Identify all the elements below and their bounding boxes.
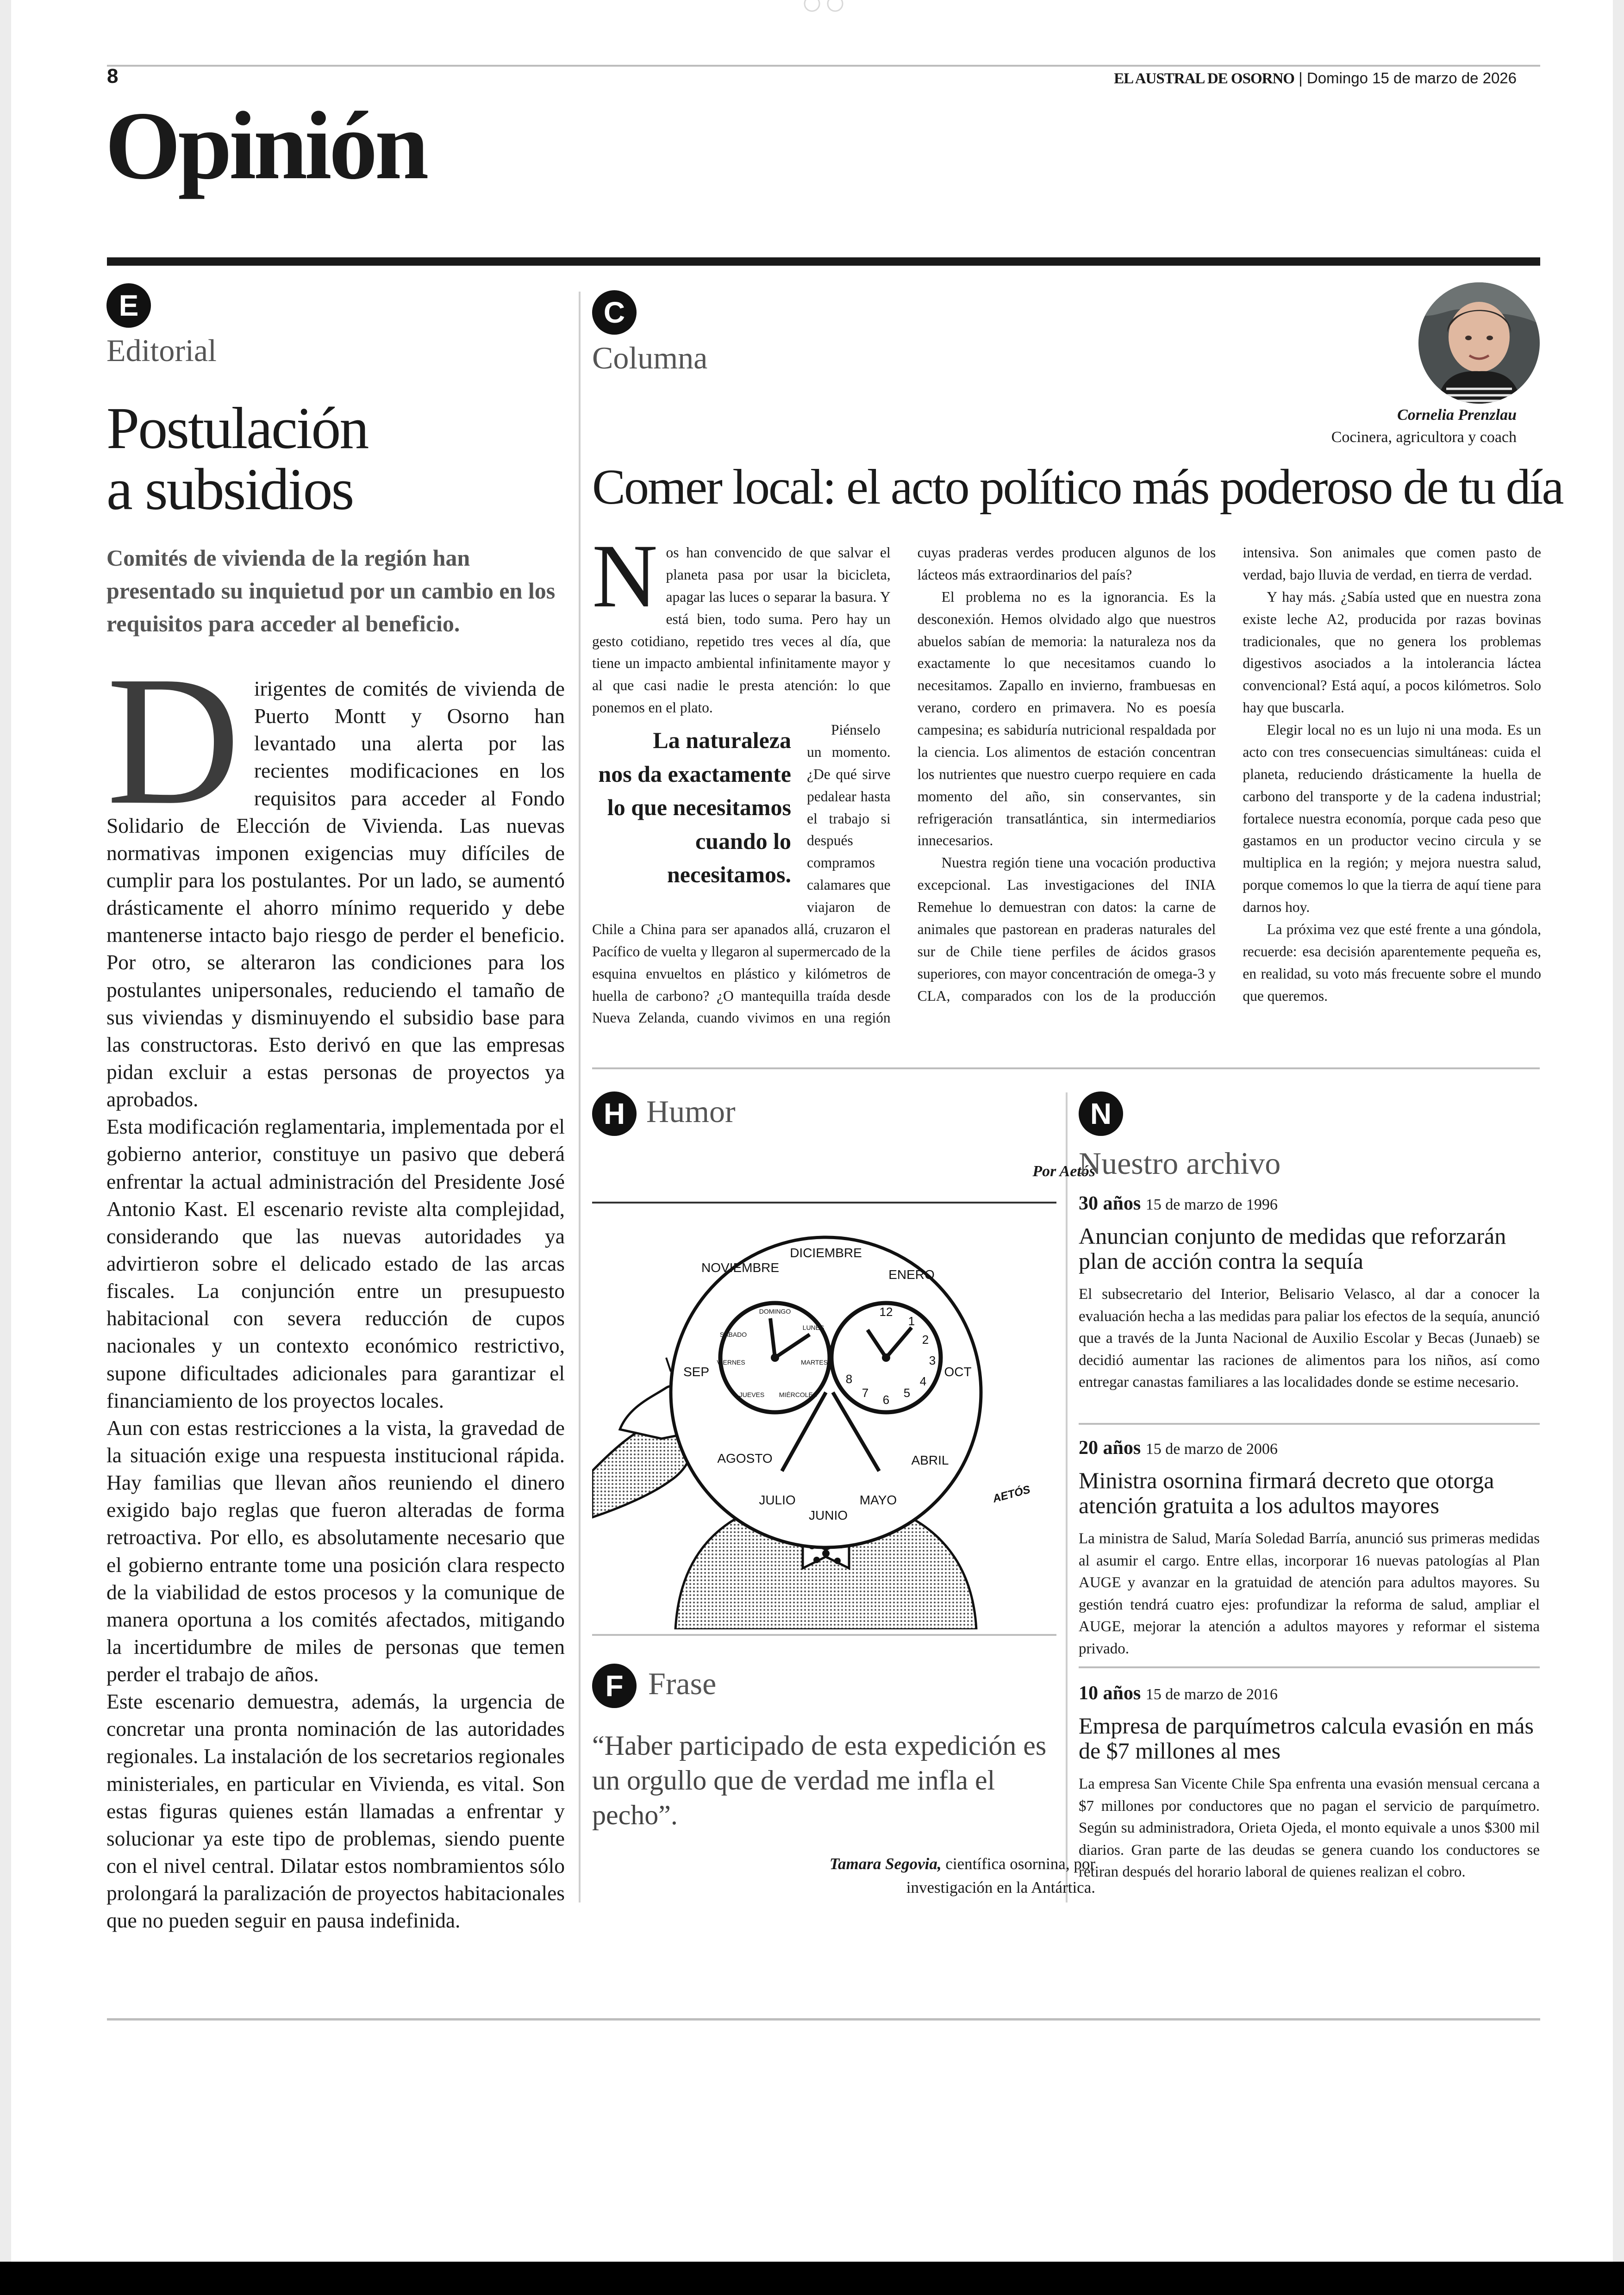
editorial-paragraph: irigentes de comités de vivienda de Puerto Montt y Osorno han levantado una alerta por las recientes modificaciones en los requisitos para acceder al Fondo Solidario de Elección de Vivienda. Las nuevas normativas imponen exigencias muy difíciles de cumplir para los postulantes. Por un lado, se aumentó drásticamente el ahorro mínimo requerido y debe mantenerse intacto bajo riesgo de perder el beneficio. Por otro, se alteraron las condiciones para los postulantes unipersonales, reduciendo el tamaño de sus viviendas y disminuyendo el subsidio base para las constructoras. Esto derivó en que las empresas pidan excluir a estas personas de proyectos ya aprobados. xyxy=(106,677,565,1111)
cartoon-label: 3 xyxy=(929,1353,936,1367)
cartoon-label: 8 xyxy=(845,1372,853,1386)
section-title: Opinión xyxy=(105,92,426,200)
column-paragraph: Elegir local no es un lujo ni una moda. Es un acto con tres consecuencias simultáneas: cuida el planeta, reduciendo drásticamente la huella de carbono del transporte y de la cadena industrial; fortalece nuestra economía, porque cada peso que gastamos en un productor vecino circula y se multiplica en la región; y mejora nuestra salud, porque comemos lo que la tierra de aquí tiene para darnos hoy. xyxy=(1243,722,1541,915)
archive-item-years: 30 años xyxy=(1079,1193,1141,1214)
cartoon-label: JULIO xyxy=(759,1493,796,1507)
cartoon-label: VIERNES xyxy=(717,1359,745,1366)
editorial-paragraph: Aun con estas restricciones a la vista, la gravedad de la situación exige una respuesta institucional rápida. Hay familias que llevan años reuniendo el dinero exigido bajo reglas que fueron alteradas de forma retroactiva. Por ello, es absolutamente necesario que el gobierno entrante tome una posición clara respecto de la viabilidad de estos procesos y la comunique de manera oportuna a los comités afectados, mitigando la incertidumbre de miles de personas que temen perder el trabajo de años. xyxy=(106,1416,565,1686)
column-paragraph: La próxima vez que esté frente a una góndola, recuerde: esa decisión aparentemente pequeña es, en realidad, su voto más frecuente sobre el mundo que queremos. xyxy=(1243,921,1541,1004)
cartoon-label: AGOSTO xyxy=(717,1451,773,1466)
cartoon-label: 5 xyxy=(903,1386,911,1400)
frase-quote: “Haber participado de esta expedición es un orgullo que de verdad me infla el pecho”. xyxy=(592,1730,1047,1830)
editorial-paragraph: Este escenario demuestra, además, la urgencia de concretar una pronta nominación de las autoridades regionales. La instalación de los secretarios regionales ministeriales, en particular en Vivienda, es vital. Son estas figuras quienes están llamadas a enfrentar y solucionar ya este tipo de problemas, siendo puente con el nivel central. Dilatar estos nombramientos sólo prolongará la paralización de proyectos habitacionales que no pueden seguir en pausa indefinida. xyxy=(106,1690,565,1933)
archive-rule xyxy=(1079,1423,1540,1425)
humor-cartoon xyxy=(592,1212,1056,1629)
archive-rule xyxy=(1079,1666,1540,1668)
cartoon-label: MARTES xyxy=(800,1359,828,1366)
cartoon-label: JUEVES xyxy=(739,1391,765,1398)
editorial-badge: E xyxy=(106,283,151,328)
archive-item-years: 10 años xyxy=(1079,1683,1141,1704)
archive-item-fulldate: 15 de marzo de 2006 xyxy=(1145,1441,1278,1458)
cartoon-label: MIÉRCOLES xyxy=(779,1391,818,1398)
cartoon-label: 6 xyxy=(882,1393,890,1407)
editorial-title xyxy=(106,395,368,522)
page-number: 8 xyxy=(107,65,119,87)
frase-kicker: Frase xyxy=(648,1666,717,1701)
column-paragraph: Y hay más. ¿Sabía usted que en nuestra zona existe leche A2, producida por razas bovinas tradicionales, que no genera los problemas digestivos asociados a la intolerancia láctea convencional? Está aquí, a pocos kilómetros. Solo hay que buscarla. xyxy=(1243,588,1541,716)
frase-attribution-name: Tamara Segovia, xyxy=(829,1855,942,1873)
frase-badge: F xyxy=(592,1664,637,1708)
archive-item-headline: Empresa de parquímetros calcula evasión en más de $7 millones al mes xyxy=(1079,1713,1534,1764)
archive-item-headline: Anuncian conjunto de medidas que reforzarán plan de acción contra la sequía xyxy=(1079,1223,1506,1274)
humor-byline: Por Aetós xyxy=(1032,1163,1095,1180)
author-photo xyxy=(1418,282,1540,404)
cartoon-label: SEP xyxy=(683,1365,710,1379)
cartoon-label: ABRIL xyxy=(911,1453,949,1467)
humor-bottom-rule xyxy=(592,1634,1056,1636)
archive-item-years: 20 años xyxy=(1079,1437,1141,1459)
column-badge: C xyxy=(592,290,637,335)
cartoon-label: 2 xyxy=(922,1333,929,1347)
author-role: Cocinera, agricultora y coach xyxy=(1331,429,1517,446)
column-body xyxy=(592,526,1541,1029)
archive-item-date xyxy=(1079,1682,1540,1704)
humor-badge: H xyxy=(592,1091,637,1136)
header-top-rule xyxy=(107,65,1540,67)
editorial-lead: Comités de vivienda de la región han presentado su inquietud por un cambio en los requisitos para acceder al beneficio. xyxy=(106,545,556,636)
cartoon-label: JUNIO xyxy=(809,1508,848,1522)
archive-item xyxy=(1079,1192,1540,1394)
cartoon-label: SÁBADO xyxy=(719,1331,747,1338)
editorial-dropcap: D xyxy=(106,638,240,843)
frase-attribution xyxy=(771,1852,1095,1900)
masthead xyxy=(1114,69,1517,87)
archive-item xyxy=(1079,1682,1540,1883)
archive-item-text: La empresa San Vicente Chile Spa enfrenta una evasión mensual cercana a $7 millones por conductores que no pagan el servicio de parquímetro. Según su administradora, Orieta Ojeda, el monto equivale a unos $300 mil diarios. Gran parte de las deudas se genera cuando los conductores se retiran después del horario laboral de quienes realizan el cobro. xyxy=(1079,1776,1540,1881)
humor-rule xyxy=(592,1202,1056,1204)
editorial-title-line2: a subsidios xyxy=(106,456,353,522)
column-pullquote: La naturaleza nos da exactamente lo que necesitamos cuando lo necesitamos. xyxy=(598,727,791,887)
cartoon-label: NOVIEMBRE xyxy=(701,1260,780,1275)
cartoon-label: 1 xyxy=(908,1314,915,1328)
cartoon-label: DICIEMBRE xyxy=(790,1246,862,1260)
cartoon-label: OCT xyxy=(944,1365,972,1379)
editorial-kicker: Editorial xyxy=(106,333,217,368)
cartoon-label: LUNES xyxy=(802,1324,824,1331)
archive-item-date xyxy=(1079,1192,1540,1215)
cartoon-label: DOMINGO xyxy=(759,1308,791,1315)
archive-item-fulldate: 15 de marzo de 2016 xyxy=(1145,1686,1278,1703)
column-paragraph: El problema no es la ignorancia. Es la desconexión. Hemos olvidado algo que nuestros abuelos sabían de memoria: la naturaleza nos da exactamente lo que necesitamos cuando lo necesitamos. Zapallo en invierno, frambuesas en verano, cordero en primavera. No es poesía campesina; es sabiduría nutricional respaldada por la ciencia. Los alimentos de estación concentran los nutrientes que nuestro cuerpo requiere en cada momento del año, sin conservantes, sin refrigeración transatlántica, sin intermediarios innecesarios. xyxy=(917,588,1216,849)
archive-item xyxy=(1079,1437,1540,1660)
cartoon-label: ENERO xyxy=(888,1267,935,1282)
newspaper-page xyxy=(11,0,1613,2262)
column-paragraph: Nuestra región tiene una vocación productiva excepcional. Las investigaciones del INIA Remehue lo demuestran con datos: la carne de animales que pastorean en praderas naturales del sur de Chile tiene perfiles de ácidos grasos superiores, con mayor concentración de omega-3 y CLA, comparados con los de la producción intensiva. Son animales que comen pasto de verdad, bajo lluvia de verdad, en tierra de verdad. xyxy=(917,544,1541,1004)
cartoon-signature: AETÓS xyxy=(991,1483,1032,1505)
column-divider xyxy=(579,292,581,1902)
archive-kicker: Nuestro archivo xyxy=(1079,1146,1281,1181)
cartoon-label: 4 xyxy=(919,1374,927,1388)
column-bottom-rule xyxy=(592,1067,1540,1069)
column-kicker: Columna xyxy=(592,340,708,375)
column-title: Comer local: el acto político más poderoso de tu día xyxy=(592,460,1563,515)
archive-item-fulldate: 15 de marzo de 1996 xyxy=(1145,1196,1278,1213)
column-paragraph: Piénselo un momento. ¿De qué sirve pedalear hasta el trabajo si después compramos calamares que viajaron de Chile a China para ser apanados allá, cruzaron el Pacífico de vuelta y llegaron al supermercado de la esquina envueltos en plástico y kilómetros de huella de carbono? ¿O mantequilla traída desde Nueva Zelanda, cuando vivimos en una región cuyas praderas verdes producen algunos de los lácteos más extraordinarios del país? xyxy=(592,544,1216,1026)
archive-item-text: El subsecretario del Interior, Belisario Velasco, al dar a conocer la evaluación hecha a las medidas para paliar los efectos de la sequía, anunció que a través de la Junta Nacional de Auxilio Escolar y Becas (Junaeb) se decidió aumentar las raciones de alimentos para los niños, así como entregar canastas familiares a las localidades donde se estime necesario. xyxy=(1079,1286,1540,1391)
issue-date: Domingo 15 de marzo de 2026 xyxy=(1306,69,1517,87)
frase-attribution-role: científica osornina, por investigación en la Antártica. xyxy=(906,1855,1095,1896)
bottom-bar xyxy=(0,2262,1624,2295)
column-dropcap: N xyxy=(592,526,658,626)
page-indicator-icon xyxy=(793,0,854,13)
column-divider xyxy=(1066,1092,1068,1902)
footer-rule xyxy=(107,2018,1540,2021)
archive-badge: N xyxy=(1079,1091,1123,1136)
humor-kicker: Humor xyxy=(646,1094,736,1129)
column-paragraph: os han convencido de que salvar el planeta pasa por usar la bicicleta, apagar las luces o separar la basura. Y está bien, todo suma. Pero hay un gesto cotidiano, repetido tres veces al día, que tiene un impacto ambiental infinitamente mayor y al que casi nadie le presta atención: lo que ponemos en el plato. xyxy=(592,544,891,716)
masthead-separator: | xyxy=(1299,69,1303,87)
archive-item-text: La ministra de Salud, María Soledad Barría, anunció sus primeras medidas al asumir el cargo. Entre ellas, incorporar 16 nuevas patologías al Plan AUGE y avanzar en la gratuidad de atención para adultos mayores. Su gestión tendrá cuatro ejes: profundizar la reforma de salud, ampliar el AUGE, mejorar la atención a adultos mayores y reformar el sistema privado. xyxy=(1079,1530,1540,1657)
archive-item-date xyxy=(1079,1437,1540,1459)
editorial-title-line1: Postulación xyxy=(106,395,368,461)
author-name: Cornelia Prenzlau xyxy=(1397,406,1517,424)
cartoon-label: 7 xyxy=(862,1386,869,1400)
editorial-body xyxy=(106,638,565,1934)
cartoon-label: MAYO xyxy=(859,1493,897,1507)
archive-item-headline: Ministra osornina firmará decreto que otorga atención gratuita a los adultos mayores xyxy=(1079,1467,1494,1518)
editorial-paragraph: Esta modificación reglamentaria, implementada por el gobierno anterior, constituye un pasivo que deberá enfrentar la actual administración del Presidente José Antonio Kast. El escenario reviste alta complejidad, considerando que las nuevas autoridades ya advirtieron sobre el delicado estado de las arcas fiscales. La conjunción entre un presupuesto habitacional con severa reducción de cupos nacionales y un contexto económico restrictivo, supone dificultades adicionales para garantizar el financiamiento de los proyectos locales. xyxy=(106,1115,565,1412)
section-rule xyxy=(107,257,1540,266)
newspaper-name: EL AUSTRAL DE OSORNO xyxy=(1114,70,1294,87)
cartoon-label: 12 xyxy=(879,1305,893,1319)
